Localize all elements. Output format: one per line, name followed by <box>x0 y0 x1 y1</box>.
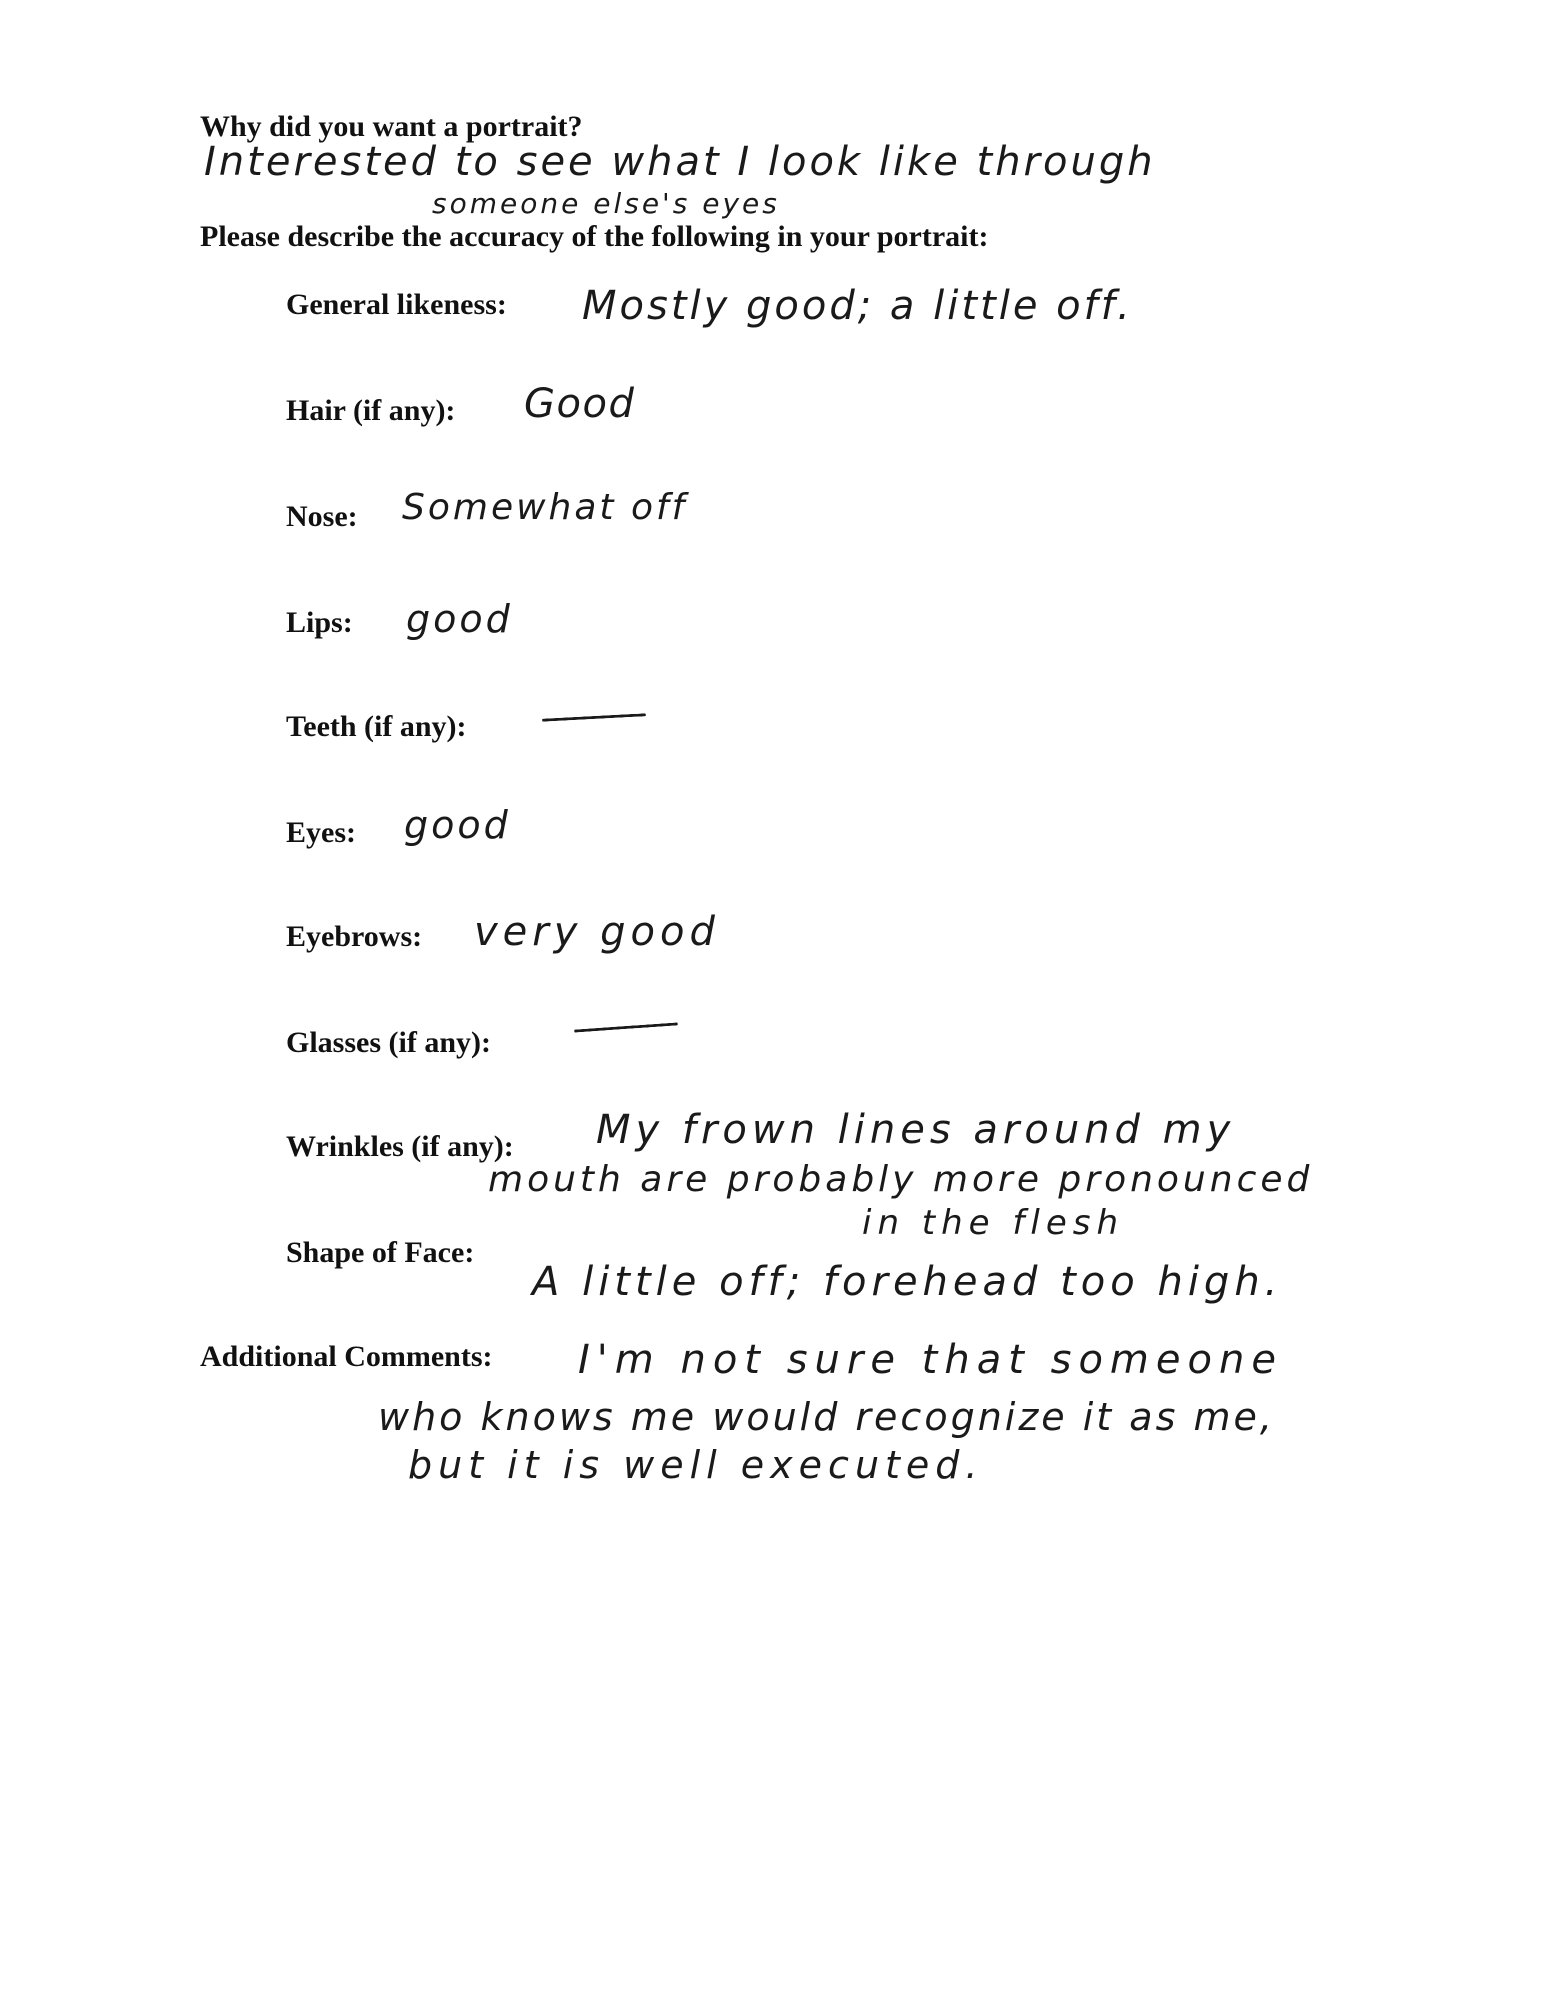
nose-label: Nose: <box>286 500 358 533</box>
glasses-dash <box>574 1022 678 1032</box>
eyes-answer: good <box>404 803 511 847</box>
glasses-label: Glasses (if any): <box>286 1026 491 1059</box>
eyebrows-label: Eyebrows: <box>286 920 423 953</box>
why-portrait-answer-line1: Interested to see what I look like through <box>204 139 1156 185</box>
additional-comments-label: Additional Comments: <box>200 1340 493 1373</box>
nose-answer: Somewhat off <box>402 487 688 528</box>
hair-label: Hair (if any): <box>286 394 456 427</box>
why-portrait-label: Why did you want a portrait? <box>200 110 583 143</box>
teeth-label: Teeth (if any): <box>286 710 467 743</box>
lips-answer: good <box>406 597 513 641</box>
general-likeness-label: General likeness: <box>286 288 507 321</box>
eyebrows-answer: very good <box>474 909 720 955</box>
lips-label: Lips: <box>286 606 353 639</box>
wrinkles-answer-line2: mouth are probably more pronounced <box>488 1159 1314 1200</box>
describe-accuracy-label: Please describe the accuracy of the following in your portrait: <box>200 220 989 253</box>
general-likeness-answer: Mostly good; a little off. <box>582 283 1133 329</box>
comments-answer-line2: who knows me would recognize it as me, <box>378 1395 1275 1439</box>
shape-of-face-label: Shape of Face: <box>286 1236 475 1269</box>
comments-answer-line1: I'm not sure that someone <box>578 1337 1283 1383</box>
wrinkles-label: Wrinkles (if any): <box>286 1130 514 1163</box>
wrinkles-answer-line1: My frown lines around my <box>596 1107 1236 1153</box>
comments-answer-line3: but it is well executed. <box>408 1443 984 1487</box>
teeth-dash <box>542 713 646 721</box>
wrinkles-answer-line3: in the flesh <box>862 1203 1125 1243</box>
eyes-label: Eyes: <box>286 816 356 849</box>
shape-of-face-answer: A little off; forehead too high. <box>532 1259 1283 1305</box>
why-portrait-answer-line2: someone else's eyes <box>432 187 780 220</box>
hair-answer: Good <box>524 381 636 427</box>
